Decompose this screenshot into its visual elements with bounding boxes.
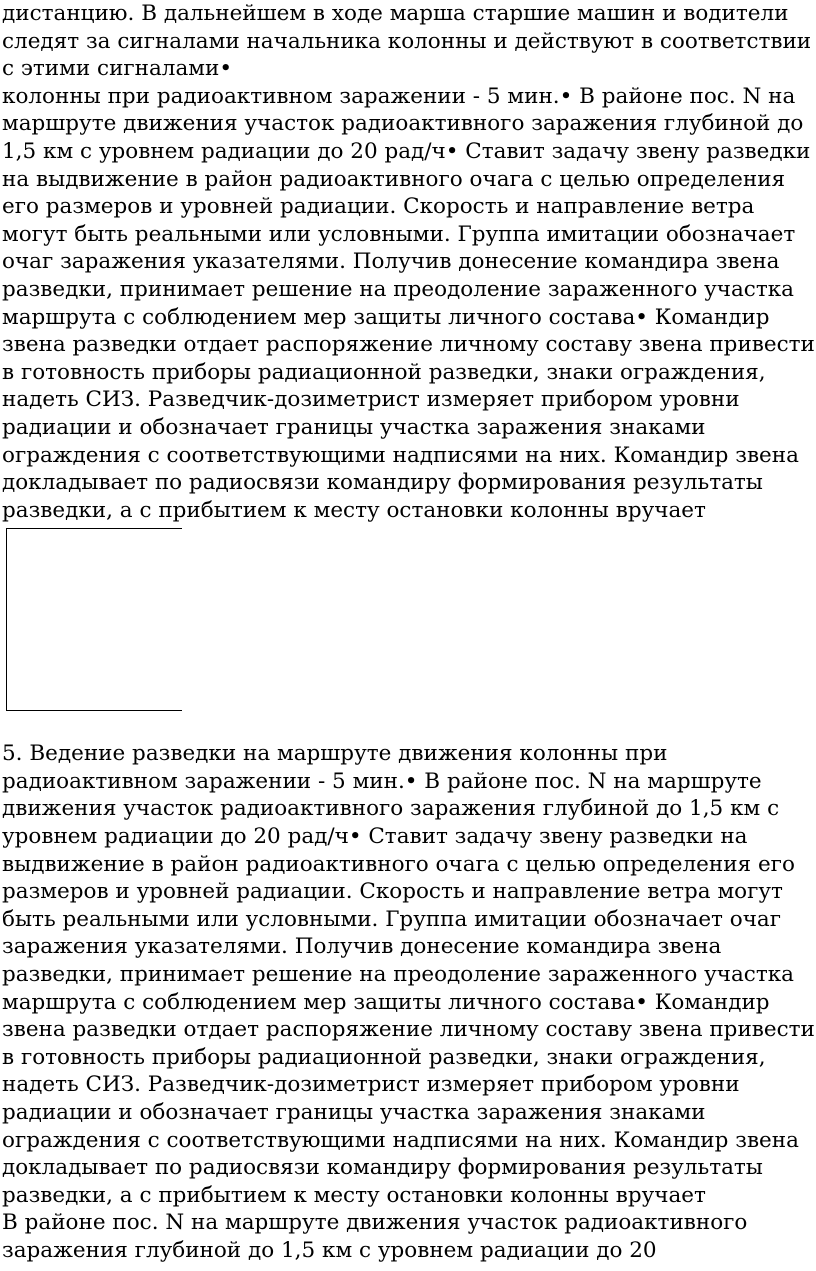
text-line: маршрута с соблюдением мер защиты личного состава• Командир <box>2 989 770 1015</box>
document-page <box>2 0 814 1265</box>
text-block-lower <box>2 740 814 1264</box>
figure-left-rule <box>6 528 7 710</box>
text-line: в готовность приборы радиационной разведки, знаки ограждения, <box>2 359 766 385</box>
text-line: ограждения с соответствующими надписями на них. Командир звена <box>2 442 799 468</box>
text-line: разведки, а с прибытием к месту остановки колонны вручает <box>2 497 706 523</box>
text-line: докладывает по радиосвязи командиру формирования результаты <box>2 470 763 496</box>
text-line: его размеров и уровней радиации. Скорость и направление ветра <box>2 194 755 220</box>
figure-bottom-rule <box>6 710 182 711</box>
text-line: радиоактивном заражении - 5 мин.• В районе пос. N на маршруте <box>2 768 762 794</box>
text-line: радиации и обозначает границы участка заражения знаками <box>2 1100 706 1125</box>
text-line: звена разведки отдает распоряжение личному составу звена привести <box>2 332 815 358</box>
text-line: маршруте движения участок радиоактивного заражения глубиной до <box>2 111 804 137</box>
text-line: 5. Ведение разведки на маршруте движения колонны при <box>2 741 668 767</box>
text-line: разведки, принимает решение на преодоление зараженного участка <box>2 276 794 302</box>
text-line: звена разведки отдает распоряжение личному составу звена привести <box>2 1017 815 1043</box>
text-line: маршрута с соблюдением мер защиты личного состава• Командир <box>2 304 770 330</box>
text-line: надеть СИЗ. Разведчик-дозиметрист измеряет прибором уровни <box>2 1072 740 1098</box>
text-line: В районе пос. N на маршруте движения участок радиоактивного <box>2 1210 748 1236</box>
text-line: движения участок радиоактивного заражения глубиной до 1,5 км с <box>2 796 780 822</box>
text-line: размеров и уровней радиации. Скорость и направление ветра могут <box>2 879 783 905</box>
text-line: следят за сигналами начальника колонны и действуют в соответствии <box>2 28 812 54</box>
text-line: в готовность приборы радиационной разведки, знаки ограждения, <box>2 1044 766 1070</box>
text-line: ограждения с соответствующими надписями на них. Командир звена <box>2 1127 799 1153</box>
empty-figure-frame <box>4 526 182 712</box>
text-line: на выдвижение в район радиоактивного очага с целью определения <box>2 166 786 192</box>
text-block-upper <box>2 0 814 524</box>
text-line: заражения глубиной до 1,5 км с уровнем радиации до 20 <box>2 1237 657 1263</box>
text-line: радиации и обозначает границы участка заражения знаками <box>2 414 706 440</box>
text-line: 1,5 км с уровнем радиации до 20 рад/ч• Ставит задачу звену разведки <box>2 138 811 164</box>
figure-top-rule <box>6 528 182 529</box>
text-line: разведки, а с прибытием к месту остановки колонны вручает <box>2 1182 706 1208</box>
text-line: очаг заражения указателями. Получив донесение командира звена <box>2 249 780 275</box>
text-line: уровнем радиации до 20 рад/ч• Ставит задачу звену разведки на <box>2 824 748 850</box>
text-line: дистанцию. В дальнейшем в ходе марша старшие машин и водители <box>2 1 789 26</box>
text-line: заражения указателями. Получив донесение командира звена <box>2 934 722 960</box>
text-line: с этими сигналами• <box>2 56 233 82</box>
text-line: надеть СИЗ. Разведчик-дозиметрист измеряет прибором уровни <box>2 387 740 413</box>
spacer <box>2 712 814 740</box>
text-line: колонны при радиоактивном заражении - 5 мин.• В районе пос. N на <box>2 83 796 109</box>
text-line: разведки, принимает решение на преодоление зараженного участка <box>2 962 794 988</box>
text-line: быть реальными или условными. Группа имитации обозначает очаг <box>2 906 782 932</box>
text-line: могут быть реальными или условными. Группа имитации обозначает <box>2 221 796 247</box>
text-line: докладывает по радиосвязи командиру формирования результаты <box>2 1155 763 1181</box>
text-line: выдвижение в район радиоактивного очага с целью определения его <box>2 851 795 877</box>
